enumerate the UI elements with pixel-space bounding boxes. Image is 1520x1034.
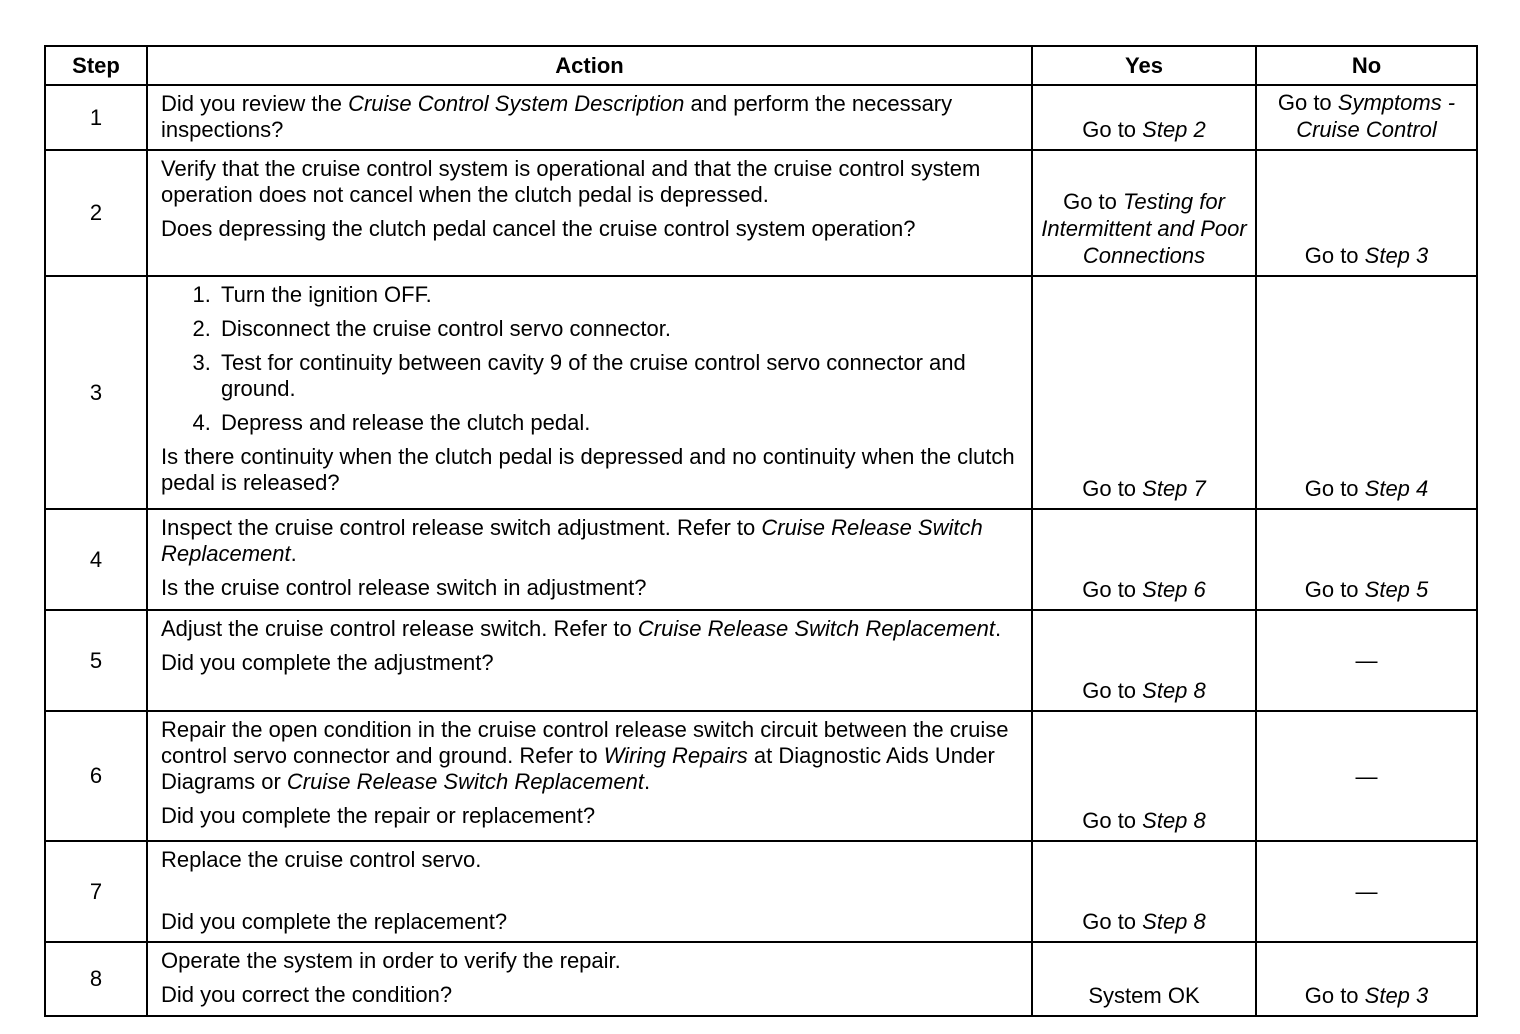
action-cell (147, 85, 1032, 150)
step-number: 2 (45, 150, 147, 276)
header-row (45, 46, 1477, 85)
action-reference: Cruise Release Switch Replacement (161, 515, 983, 566)
table-row (45, 841, 1477, 942)
yes-cell (1032, 841, 1256, 942)
action-cell (147, 610, 1032, 711)
action-text-part: Adjust the cruise control release switch. Refer to (161, 616, 638, 641)
action-reference: Cruise Release Switch Replacement (637, 616, 995, 641)
no-reference: Step 3 (1364, 983, 1429, 1008)
action-question: Did you complete the adjustment? (161, 650, 494, 675)
action-cell (147, 509, 1032, 610)
header-action: Action (147, 46, 1032, 85)
table-row (45, 711, 1477, 841)
action-question: Does depressing the clutch pedal cancel the cruise control system operation? (161, 216, 916, 241)
action-cell (147, 841, 1032, 942)
yes-cell (1032, 85, 1256, 150)
action-text (161, 717, 1021, 795)
action-reference: Cruise Release Switch Replacement (286, 769, 644, 794)
action-reference: Cruise Control System Description (348, 91, 685, 116)
no-cell: — (1256, 610, 1477, 711)
action-text: Operate the system in order to verify the repair. (161, 948, 621, 973)
table-row (45, 276, 1477, 509)
table-row (45, 85, 1477, 150)
no-text: Go to (1277, 90, 1338, 115)
step-number: 8 (45, 942, 147, 1016)
action-text: Replace the cruise control servo. (161, 847, 482, 872)
no-text: Go to (1304, 476, 1365, 501)
action-text-part: . (994, 616, 1002, 641)
action-text-part: . (290, 541, 297, 566)
action-question: Did you correct the condition? (161, 982, 453, 1007)
yes-reference: Step 8 (1142, 909, 1206, 934)
step-number: 3 (45, 276, 147, 509)
yes-cell: System OK (1032, 942, 1256, 1016)
yes-text: Go to (1082, 808, 1143, 833)
yes-reference: Testing for Intermittent and Poor Connections (1041, 189, 1247, 268)
yes-cell (1032, 276, 1256, 509)
step-number: 1 (45, 85, 147, 150)
action-text: Verify that the cruise control system is operational and that the cruise control system operation does not cancel when the clutch pedal is depressed. (161, 156, 981, 207)
action-cell (147, 711, 1032, 841)
no-text: Go to (1304, 577, 1365, 602)
step-number: 5 (45, 610, 147, 711)
yes-reference: Step 8 (1142, 678, 1206, 703)
action-cell (147, 942, 1032, 1016)
procedure-item: 3. Test for continuity between cavity 9 of the cruise control servo connector and ground. (217, 350, 1021, 402)
no-reference: Symptoms - Cruise Control (1296, 90, 1456, 142)
procedure-list (161, 282, 1021, 436)
procedure-item: 2. Disconnect the cruise control servo connector. (217, 316, 1021, 342)
action-text (161, 616, 1021, 642)
action-question: Is the cruise control release switch in adjustment? (161, 575, 647, 600)
yes-cell (1032, 150, 1256, 276)
action-text-part: Repair the open condition in the cruise control release switch circuit between the cruise control servo connector and ground. Refer to (161, 717, 1009, 768)
no-text: Go to (1304, 983, 1365, 1008)
yes-cell (1032, 610, 1256, 711)
action-text: Did you review the (161, 91, 349, 116)
yes-cell (1032, 711, 1256, 841)
yes-reference: Step 6 (1142, 577, 1206, 602)
action-reference: Wiring Repairs (603, 743, 748, 768)
table-row (45, 150, 1477, 276)
no-cell (1256, 85, 1477, 150)
table-row (45, 942, 1477, 1016)
step-number: 4 (45, 509, 147, 610)
no-cell (1256, 276, 1477, 509)
no-cell (1256, 509, 1477, 610)
action-text (161, 515, 1021, 567)
step-number: 7 (45, 841, 147, 942)
diagnostic-table (44, 45, 1478, 1017)
yes-text: Go to (1082, 476, 1143, 501)
no-cell (1256, 942, 1477, 1016)
step-number: 6 (45, 711, 147, 841)
no-text: Go to (1304, 243, 1365, 268)
header-no: No (1256, 46, 1477, 85)
action-text-part: . (643, 769, 651, 794)
yes-text: Go to (1063, 189, 1123, 214)
header-yes: Yes (1032, 46, 1256, 85)
action-cell (147, 276, 1032, 509)
yes-text: Go to (1082, 909, 1143, 934)
yes-reference: Step 8 (1142, 808, 1206, 833)
no-reference: Step 4 (1364, 476, 1429, 501)
header-step: Step (45, 46, 147, 85)
no-cell (1256, 150, 1477, 276)
action-cell (147, 150, 1032, 276)
action-question: Did you complete the replacement? (161, 909, 508, 934)
yes-reference: Step 2 (1142, 117, 1206, 142)
yes-text: Go to (1082, 678, 1143, 703)
yes-reference: Step 7 (1142, 476, 1206, 501)
action-question: Is there continuity when the clutch pedal is depressed and no continuity when the clutch pedal is released? (161, 444, 1015, 495)
action-text-part: Inspect the cruise control release switch adjustment. Refer to (161, 515, 762, 540)
yes-text: Go to (1082, 117, 1143, 142)
no-cell: — (1256, 841, 1477, 942)
procedure-item: 1. Turn the ignition OFF. (217, 282, 1021, 308)
table-row (45, 610, 1477, 711)
yes-text: Go to (1082, 577, 1143, 602)
procedure-item: 4. Depress and release the clutch pedal. (217, 410, 1021, 436)
action-question: Did you complete the repair or replacement? (161, 803, 596, 828)
yes-cell (1032, 509, 1256, 610)
no-cell: — (1256, 711, 1477, 841)
no-reference: Step 5 (1364, 577, 1429, 602)
action-text: and perform the necessary inspections? (161, 91, 953, 142)
table-row (45, 509, 1477, 610)
no-reference: Step 3 (1364, 243, 1429, 268)
action-text-part: at Diagnostic Aids Under Diagrams or (161, 743, 995, 794)
